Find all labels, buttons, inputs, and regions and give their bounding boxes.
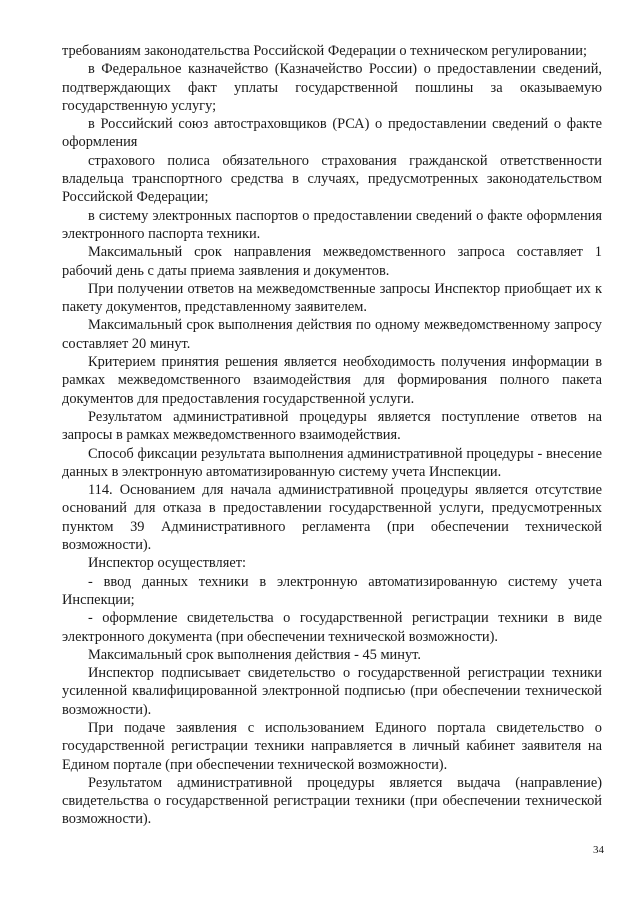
paragraph: Максимальный срок выполнения действия по одному межведомственному запросу составляет 20 минут.	[62, 317, 602, 352]
paragraph: Результатом административной процедуры является поступление ответов на запросы в рамках межведомственного взаимодействия.	[62, 408, 602, 444]
page-number: 34	[593, 844, 604, 856]
paragraph: Инспектор подписывает свидетельство о государственной регистрации техники усиленной квалифицированной электронной подписью (при обеспечении технической возможности).	[62, 665, 602, 718]
paragraph: Максимальный срок выполнения действия - 45 минут.	[88, 646, 421, 663]
paragraph: в Федеральное казначейство (Казначейство России) о предоставлении сведений, подтверждающих факт уплаты государственной пошлины за оказываемую государственную услугу;	[62, 61, 602, 114]
document-body	[62, 42, 602, 829]
paragraph: При получении ответов на межведомственные запросы Инспектор приобщает их к пакету документов, представленному заявителем.	[62, 280, 602, 316]
paragraph: - ввод данных техники в электронную автоматизированную систему учета Инспекции;	[62, 573, 602, 608]
paragraph: Результатом административной процедуры является выдача (направление) свидетельства о государственной регистрации техники (при обеспечении технической возможности).	[62, 774, 602, 828]
paragraph: в систему электронных паспортов о предоставлении сведений о факте оформления электронного паспорта техники.	[62, 207, 602, 242]
paragraph: в Российский союз автостраховщиков (РСА) о предоставлении сведений о факте оформления	[62, 116, 602, 151]
paragraph: - оформление свидетельства о государственной регистрации техники в виде электронного документа (при обеспечении технической возможности).	[62, 610, 602, 645]
paragraph: страхового полиса обязательного страхования гражданской ответственности владельца транспортного средства в случаях, предусмотренных законодательством Российской Федерации;	[62, 152, 602, 206]
paragraph: Инспектор осуществляет:	[88, 555, 246, 572]
paragraph: При подаче заявления с использованием Единого портала свидетельство о государственной регистрации техники направляется в личный кабинет заявителя на Едином портале (при обеспечении технической возможности).	[62, 719, 602, 773]
paragraph: Способ фиксации результата выполнения административной процедуры - внесение данных в электронную автоматизированную систему учета Инспекции.	[62, 445, 602, 480]
paragraph: Максимальный срок направления межведомственного запроса составляет 1 рабочий день с даты приема заявления и документов.	[62, 244, 602, 279]
paragraph: 114. Основанием для начала административной процедуры является отсутствие оснований для отказа в предоставлении государственной услуги, предусмотренных пунктом 39 Административного регламента (при обеспечении технической возможности).	[62, 482, 602, 554]
paragraph: требованиям законодательства Российской Федерации о техническом регулировании;	[62, 43, 587, 59]
paragraph: Критерием принятия решения является необходимость получения информации в рамках межведомственного взаимодействия для формирования полного пакета документов для предоставления государственной услуги.	[62, 354, 602, 407]
